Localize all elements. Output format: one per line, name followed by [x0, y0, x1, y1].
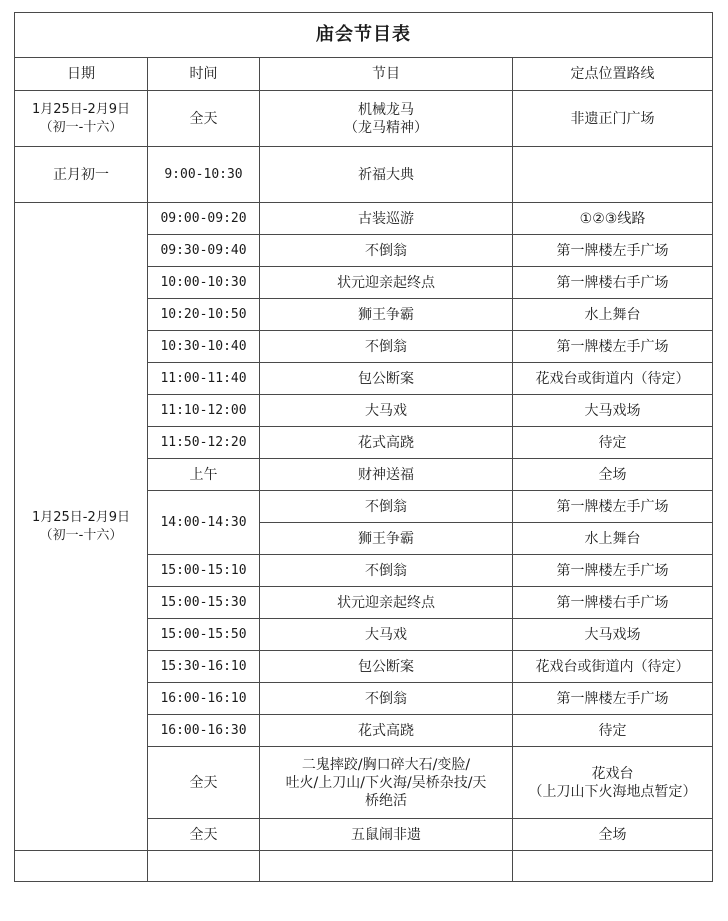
location-cell: 第一牌楼左手广场 — [513, 683, 713, 715]
program-cell: 花式高跷 — [260, 427, 513, 459]
program-cell: 不倒翁 — [260, 683, 513, 715]
time-cell: 全天 — [148, 819, 260, 851]
program-cell: 不倒翁 — [260, 235, 513, 267]
time-cell: 上午 — [148, 459, 260, 491]
schedule-table — [14, 12, 713, 882]
program-cell: 包公断案 — [260, 363, 513, 395]
program-schedule — [14, 12, 712, 882]
program-cell: 财神送福 — [260, 459, 513, 491]
program-cell: 机械龙马 （龙马精神） — [260, 91, 513, 147]
empty-cell — [513, 851, 713, 882]
program-cell: 祈福大典 — [260, 147, 513, 203]
program-cell: 不倒翁 — [260, 331, 513, 363]
location-cell: 花戏台 （上刀山下火海地点暂定） — [513, 747, 713, 819]
table-row — [15, 147, 713, 203]
location-cell: 待定 — [513, 715, 713, 747]
program-cell: 狮王争霸 — [260, 299, 513, 331]
table-row — [15, 203, 713, 235]
program-cell: 状元迎亲起终点 — [260, 267, 513, 299]
empty-cell — [260, 851, 513, 882]
time-cell: 09:00-09:20 — [148, 203, 260, 235]
table-title: 庙会节目表 — [15, 13, 713, 58]
date-cell: 正月初一 — [15, 147, 148, 203]
location-cell: 第一牌楼左手广场 — [513, 235, 713, 267]
main-date-cell: 1月25日-2月9日 （初一-十六） — [15, 203, 148, 851]
header-location: 定点位置路线 — [513, 58, 713, 91]
time-cell: 10:00-10:30 — [148, 267, 260, 299]
program-cell: 五鼠闹非遗 — [260, 819, 513, 851]
empty-cell — [148, 851, 260, 882]
time-cell: 10:30-10:40 — [148, 331, 260, 363]
time-cell: 15:00-15:50 — [148, 619, 260, 651]
location-cell: 第一牌楼右手广场 — [513, 267, 713, 299]
time-cell: 15:00-15:30 — [148, 587, 260, 619]
location-cell: 水上舞台 — [513, 523, 713, 555]
time-cell: 11:50-12:20 — [148, 427, 260, 459]
program-cell: 二鬼摔跤/胸口碎大石/变脸/ 吐火/上刀山/下火海/吴桥杂技/天 桥绝活 — [260, 747, 513, 819]
program-cell: 大马戏 — [260, 395, 513, 427]
location-cell: 花戏台或街道内（待定） — [513, 651, 713, 683]
program-cell: 花式高跷 — [260, 715, 513, 747]
header-time: 时间 — [148, 58, 260, 91]
program-cell: 包公断案 — [260, 651, 513, 683]
time-cell: 09:30-09:40 — [148, 235, 260, 267]
location-cell: 全场 — [513, 819, 713, 851]
location-cell: 水上舞台 — [513, 299, 713, 331]
location-cell: 第一牌楼右手广场 — [513, 587, 713, 619]
program-cell: 状元迎亲起终点 — [260, 587, 513, 619]
time-cell: 15:00-15:10 — [148, 555, 260, 587]
empty-row — [15, 851, 713, 882]
time-cell: 16:00-16:10 — [148, 683, 260, 715]
time-cell: 16:00-16:30 — [148, 715, 260, 747]
time-cell: 10:20-10:50 — [148, 299, 260, 331]
program-cell: 不倒翁 — [260, 555, 513, 587]
program-cell: 不倒翁 — [260, 491, 513, 523]
location-cell — [513, 147, 713, 203]
time-cell: 11:10-12:00 — [148, 395, 260, 427]
program-cell: 狮王争霸 — [260, 523, 513, 555]
date-cell: 1月25日-2月9日 （初一-十六） — [15, 91, 148, 147]
time-cell: 14:00-14:30 — [148, 491, 260, 555]
location-cell: ①②③线路 — [513, 203, 713, 235]
location-cell: 非遗正门广场 — [513, 91, 713, 147]
time-cell: 全天 — [148, 747, 260, 819]
program-cell: 古装巡游 — [260, 203, 513, 235]
program-cell: 大马戏 — [260, 619, 513, 651]
location-cell: 花戏台或街道内（待定） — [513, 363, 713, 395]
empty-cell — [15, 851, 148, 882]
location-cell: 第一牌楼左手广场 — [513, 331, 713, 363]
location-cell: 第一牌楼左手广场 — [513, 491, 713, 523]
time-cell: 全天 — [148, 91, 260, 147]
location-cell: 第一牌楼左手广场 — [513, 555, 713, 587]
location-cell: 待定 — [513, 427, 713, 459]
location-cell: 大马戏场 — [513, 395, 713, 427]
table-row — [15, 91, 713, 147]
time-cell: 9:00-10:30 — [148, 147, 260, 203]
time-cell: 11:00-11:40 — [148, 363, 260, 395]
time-cell: 15:30-16:10 — [148, 651, 260, 683]
location-cell: 全场 — [513, 459, 713, 491]
header-program: 节目 — [260, 58, 513, 91]
header-date: 日期 — [15, 58, 148, 91]
location-cell: 大马戏场 — [513, 619, 713, 651]
